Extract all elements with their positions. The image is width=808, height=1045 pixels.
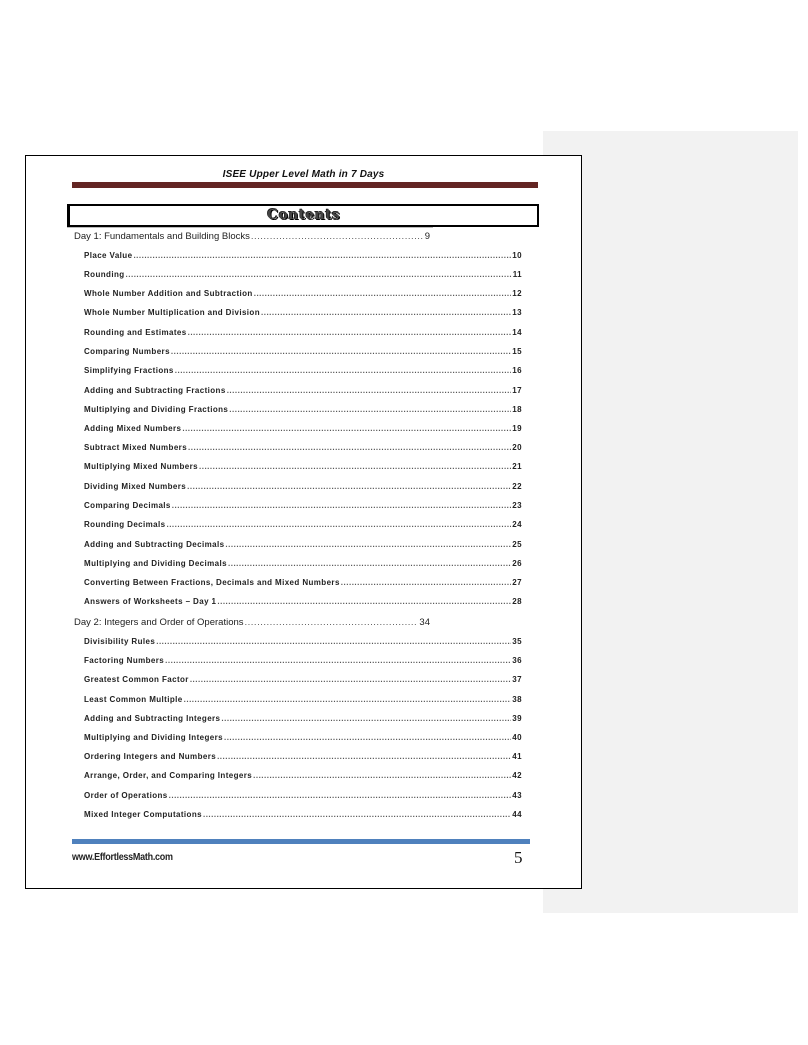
toc-leader-dots xyxy=(217,752,511,761)
toc-entry-page: 12 xyxy=(512,289,522,298)
toc-entry-label: Divisibility Rules xyxy=(84,637,156,646)
toc-entry[interactable] xyxy=(84,578,522,587)
toc-entry-label: Day 1: Fundamentals and Building Blocks xyxy=(74,231,250,242)
toc-entry[interactable] xyxy=(84,424,522,433)
footer-divider-bar xyxy=(72,839,530,844)
toc-entry[interactable] xyxy=(84,501,522,510)
toc-entry-label: Order of Operations xyxy=(84,791,168,800)
toc-entry-page: 24 xyxy=(512,520,522,529)
toc-entry-page: 9 xyxy=(424,231,430,242)
toc-entry-label: Multiplying and Dividing Decimals xyxy=(84,559,227,568)
toc-leader-dots xyxy=(261,308,511,317)
toc-entry-page: 28 xyxy=(512,597,522,606)
toc-leader-dots xyxy=(156,637,511,646)
toc-entry-page: 34 xyxy=(419,617,430,628)
toc-entry-label: Dividing Mixed Numbers xyxy=(84,482,187,491)
toc-entry-label: Ordering Integers and Numbers xyxy=(84,752,217,761)
toc-entry-label: Rounding Decimals xyxy=(84,520,166,529)
toc-entry-page: 40 xyxy=(512,733,522,742)
toc-entry[interactable] xyxy=(84,559,522,568)
toc-leader-dots xyxy=(253,771,511,780)
toc-entry[interactable] xyxy=(84,656,522,665)
toc-entry[interactable] xyxy=(84,347,522,356)
toc-leader-dots xyxy=(217,597,511,606)
toc-entry-page: 39 xyxy=(512,714,522,723)
toc-entry-label: Subtract Mixed Numbers xyxy=(84,443,188,452)
footer-website[interactable]: www.EffortlessMath.com xyxy=(72,852,173,863)
toc-entry-label: Least Common Multiple xyxy=(84,695,183,704)
toc-leader-dots xyxy=(221,714,511,723)
toc-entry[interactable] xyxy=(84,752,522,761)
toc-entry[interactable] xyxy=(84,675,522,684)
contents-heading: Contents xyxy=(267,207,340,223)
toc-entry-page: 25 xyxy=(512,540,522,549)
toc-leader-dots xyxy=(166,520,511,529)
toc-entry[interactable] xyxy=(84,328,522,337)
toc-entry-page: 38 xyxy=(512,695,522,704)
toc-leader-dots xyxy=(224,733,511,742)
toc-entry[interactable] xyxy=(84,520,522,529)
toc-entry-label: Adding Mixed Numbers xyxy=(84,424,182,433)
toc-entry[interactable] xyxy=(84,791,522,800)
toc-entry-page: 27 xyxy=(512,578,522,587)
toc-leader-dots xyxy=(229,405,511,414)
toc-entry-label: Mixed Integer Computations xyxy=(84,810,202,819)
toc-entry[interactable] xyxy=(84,308,522,317)
toc-leader-dots xyxy=(228,559,511,568)
toc-entry[interactable] xyxy=(84,482,522,491)
toc-leader-dots xyxy=(341,578,512,587)
toc-entry[interactable] xyxy=(84,597,522,606)
toc-entry-page: 35 xyxy=(512,637,522,646)
toc-entry-page: 43 xyxy=(512,791,522,800)
toc-entry[interactable] xyxy=(84,540,522,549)
toc-entry[interactable] xyxy=(84,270,522,279)
toc-leader-dots xyxy=(225,540,511,549)
contents-underline xyxy=(67,227,433,228)
toc-entry[interactable] xyxy=(84,366,522,375)
toc-entry-page: 21 xyxy=(512,462,522,471)
toc-entry-label: Multiplying and Dividing Fractions xyxy=(84,405,229,414)
toc-entry-page: 19 xyxy=(512,424,522,433)
toc-leader-dots xyxy=(182,424,511,433)
toc-entry[interactable] xyxy=(84,443,522,452)
toc-entry[interactable] xyxy=(84,289,522,298)
running-header-title: ISEE Upper Level Math in 7 Days xyxy=(222,169,385,180)
toc-entry-label: Whole Number Addition and Subtraction xyxy=(84,289,253,298)
toc-entry-label: Simplifying Fractions xyxy=(84,366,174,375)
toc-entry-page: 20 xyxy=(512,443,522,452)
toc-entry-page: 15 xyxy=(512,347,522,356)
toc-entry-page: 36 xyxy=(512,656,522,665)
toc-entry-page: 42 xyxy=(512,771,522,780)
toc-entry[interactable] xyxy=(84,462,522,471)
toc-leader-dots xyxy=(245,617,419,628)
toc-entry-label: Comparing Numbers xyxy=(84,347,170,356)
toc-leader-dots xyxy=(165,656,511,665)
toc-day-entry[interactable] xyxy=(74,231,430,242)
toc-entry-page: 17 xyxy=(512,386,522,395)
toc-entry-label: Answers of Worksheets – Day 1 xyxy=(84,597,217,606)
toc-entry-page: 22 xyxy=(512,482,522,491)
toc-entry-label: Comparing Decimals xyxy=(84,501,171,510)
toc-leader-dots xyxy=(203,810,511,819)
toc-leader-dots xyxy=(172,501,512,510)
toc-entry[interactable] xyxy=(84,405,522,414)
toc-entry[interactable] xyxy=(84,771,522,780)
toc-entry-page: 44 xyxy=(512,810,522,819)
toc-entry-page: 10 xyxy=(512,251,522,260)
toc-entry-label: Converting Between Fractions, Decimals and Mixed Numbers xyxy=(84,578,340,587)
toc-entry-label: Adding and Subtracting Integers xyxy=(84,714,221,723)
toc-entry[interactable] xyxy=(84,637,522,646)
toc-entry-label: Day 2: Integers and Order of Operations xyxy=(74,617,244,628)
toc-leader-dots xyxy=(169,791,512,800)
toc-leader-dots xyxy=(254,289,512,298)
toc-leader-dots xyxy=(199,462,511,471)
toc-entry-label: Rounding xyxy=(84,270,125,279)
toc-leader-dots xyxy=(133,251,511,260)
toc-entry[interactable] xyxy=(84,810,522,819)
toc-entry-label: Adding and Subtracting Fractions xyxy=(84,386,226,395)
toc-leader-dots xyxy=(171,347,511,356)
toc-entry-page: 16 xyxy=(512,366,522,375)
toc-entry-page: 37 xyxy=(512,675,522,684)
toc-entry[interactable] xyxy=(84,386,522,395)
contents-heading-box xyxy=(67,204,539,227)
toc-entry-page: 13 xyxy=(512,308,522,317)
toc-entry-label: Arrange, Order, and Comparing Integers xyxy=(84,771,253,780)
toc-entry-label: Multiplying and Dividing Integers xyxy=(84,733,223,742)
header-divider-bar xyxy=(72,182,538,188)
toc-entry[interactable] xyxy=(84,733,522,742)
toc-leader-dots xyxy=(184,695,512,704)
toc-entry[interactable] xyxy=(84,695,522,704)
toc-entry-page: 41 xyxy=(512,752,522,761)
toc-entry[interactable] xyxy=(84,714,522,723)
toc-leader-dots xyxy=(251,231,424,242)
toc-entry-page: 18 xyxy=(512,405,522,414)
toc-entry-page: 26 xyxy=(512,559,522,568)
toc-leader-dots xyxy=(188,328,512,337)
footer-page-number: 5 xyxy=(514,848,523,867)
toc-entry-label: Factoring Numbers xyxy=(84,656,165,665)
toc-entry-label: Rounding and Estimates xyxy=(84,328,187,337)
toc-entry-page: 14 xyxy=(512,328,522,337)
toc-day-entry[interactable] xyxy=(74,617,430,628)
toc-entry-label: Multiplying Mixed Numbers xyxy=(84,462,199,471)
toc-entry-page: 23 xyxy=(512,501,522,510)
toc-entry-label: Adding and Subtracting Decimals xyxy=(84,540,225,549)
toc-entry-label: Whole Number Multiplication and Division xyxy=(84,308,261,317)
document-page xyxy=(25,155,582,889)
toc-leader-dots xyxy=(187,482,511,491)
toc-leader-dots xyxy=(175,366,512,375)
toc-leader-dots xyxy=(188,443,511,452)
toc-entry[interactable] xyxy=(84,251,522,260)
toc-leader-dots xyxy=(227,386,512,395)
toc-leader-dots xyxy=(190,675,511,684)
toc-entry-page: 11 xyxy=(512,270,522,279)
toc-leader-dots xyxy=(126,270,512,279)
toc-entry-label: Place Value xyxy=(84,251,133,260)
toc-entry-label: Greatest Common Factor xyxy=(84,675,189,684)
